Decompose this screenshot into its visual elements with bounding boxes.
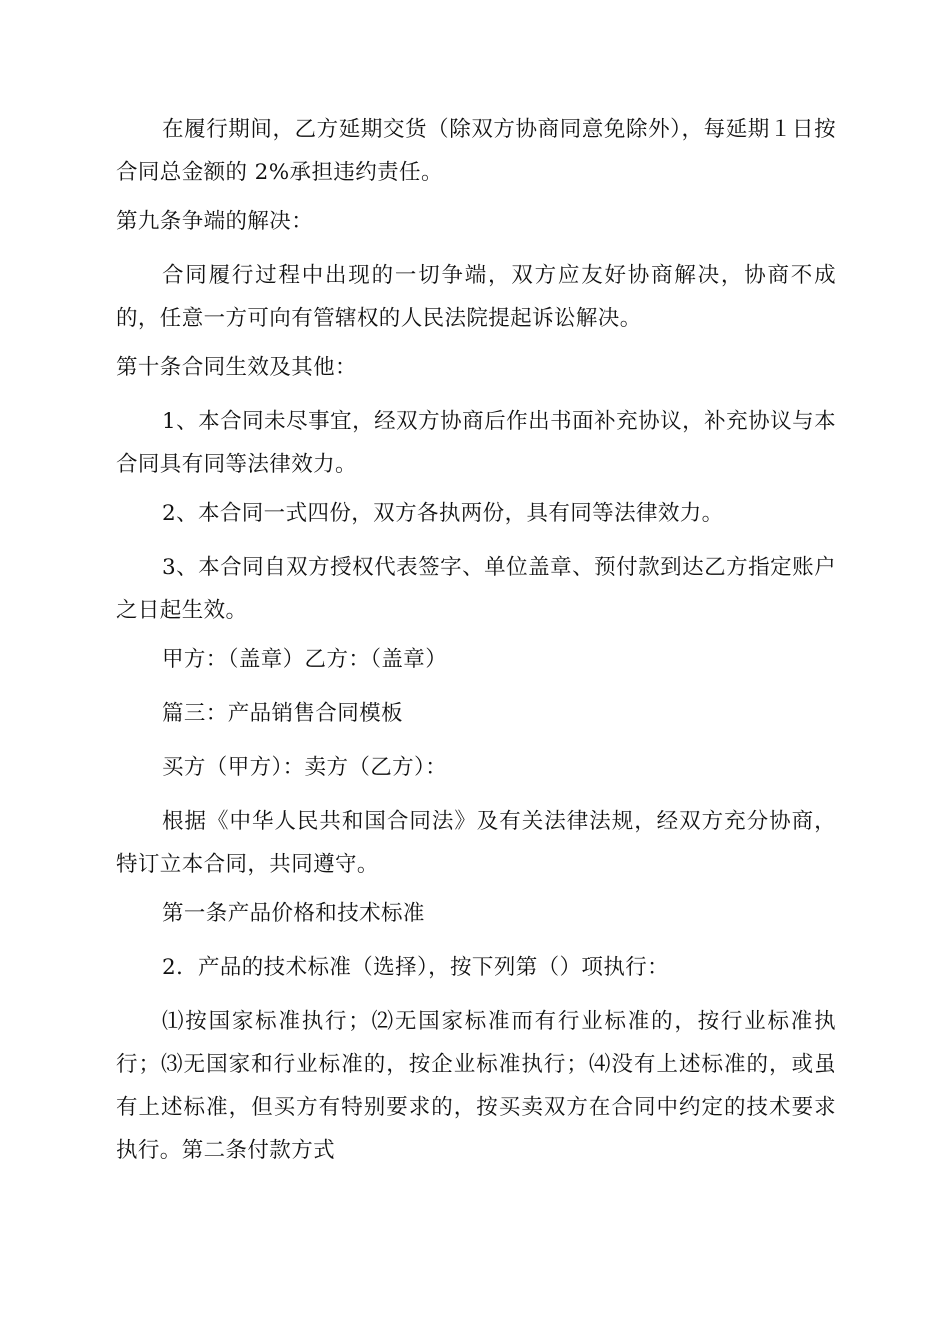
paragraph-buyer-seller: 买方（甲方）：卖方（乙方）： [162, 755, 448, 780]
heading-article-10-effectiveness: 第十条合同生效及其他： [116, 355, 357, 380]
paragraph-clause-1-supplement: 1、本合同未尽事宜，经双方协商后作出书面补充协议，补充协议与本合同具有同等法律效力。 [116, 409, 836, 477]
paragraph-clause-3-effective-date: 3、本合同自双方授权代表签字、单位盖章、预付款到达乙方指定账户之日起生效。 [116, 555, 836, 623]
heading-chapter-3-template: 篇三：产品销售合同模板 [162, 701, 403, 726]
paragraph-contract-law-basis: 根据《中华人民共和国合同法》及有关法律法规，经双方充分协商，特订立本合同，共同遵守。 [116, 809, 836, 877]
heading-article-1-price-standards: 第一条产品价格和技术标准 [162, 901, 425, 926]
paragraph-technical-standard-choice: 2．产品的技术标准（选择），按下列第（）项执行： [162, 955, 670, 980]
paragraph-party-seals: 甲方：（盖章）乙方：（盖章） [162, 647, 448, 672]
heading-article-9-dispute-resolution: 第九条争端的解决： [116, 209, 314, 234]
paragraph-dispute-resolution: 合同履行过程中出现的一切争端，双方应友好协商解决，协商不成的，任意一方可向有管辖权的人民法院提起诉讼解决。 [116, 263, 836, 331]
paragraph-clause-2-copies: 2、本合同一式四份，双方各执两份，具有同等法律效力。 [162, 501, 724, 526]
paragraph-standard-options: ⑴按国家标准执行；⑵无国家标准而有行业标准的，按行业标准执行；⑶无国家和行业标准的，按企业标准执行；⑷没有上述标准的，或虽有上述标准，但买方有特别要求的，按买卖双方在合同中约定的技术要求执行。第二条付款方式 [116, 1009, 836, 1163]
paragraph-late-delivery-penalty: 在履行期间，乙方延期交货（除双方协商同意免除外），每延期１日按合同总金额的 2%承担违约责任。 [116, 117, 836, 185]
